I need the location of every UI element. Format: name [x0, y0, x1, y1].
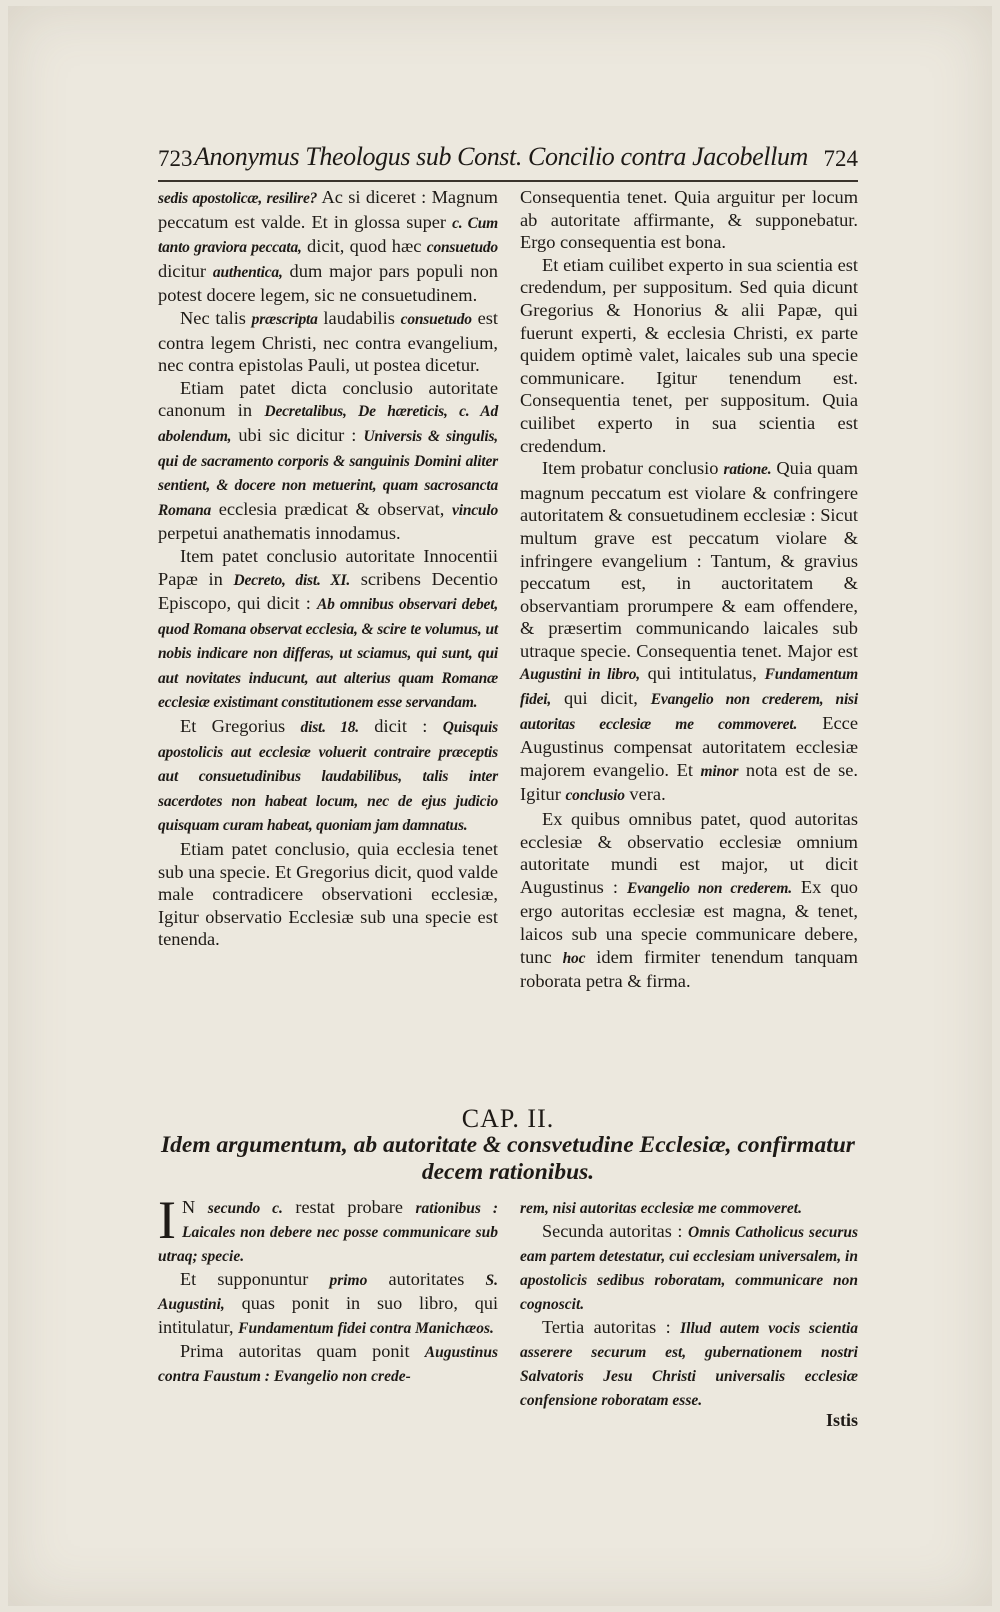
paragraph-text: rem, nisi autoritas ecclesiæ me commoveret. [520, 1200, 802, 1217]
running-header [158, 142, 858, 180]
paragraph-text: Etiam patet conclusio, quia ecclesia tenet sub una specie. Et Gregorius dicit, quod valde male contradicere observationi ecclesiæ, Igitur observatio Ecclesiæ sub una specie est tenenda. [158, 839, 498, 950]
paragraph [520, 1316, 858, 1412]
header-rule [158, 180, 858, 182]
page-number-left: 723 [158, 146, 193, 171]
paragraph-text: Item patet conclusio autoritate Innocentii Papæ in Decreto, dist. XI. scribens Decentio Episcopo, qui dicit : Ab omnibus observari debet, quod Romana observat ecclesia, & scire te volumus, ut nobis indicare non differas, ut sciamus, qui sunt, qui aut novitates inducunt, aut alterius quam Romanæ ecclesiæ existimant constitutionem esse servandam. [158, 545, 498, 712]
paragraph [520, 1196, 858, 1220]
paragraph-text: Secunda autoritas : Omnis Catholicus securus eam partem detestatur, cui ecclesiam universalem, in apostolicis sedibus roboratam, communicare non cognoscit. [520, 1221, 859, 1313]
paragraph-text: Prima autoritas quam ponit Augustinus contra Faustum : Evangelio non crede- [158, 1341, 498, 1385]
paragraph [158, 1268, 498, 1340]
left-column [158, 186, 498, 951]
paragraph [158, 1340, 498, 1388]
paragraph-text: sedis apostolicæ, resilire? Ac si diceret : Magnum peccatum est valde. Et in glossa super c. Cum tanto graviora peccata, dicit, quod hæc consuetudo dicitur authentica, dum major pars populi non potest docere legem, sic ne consuetudinem. [158, 187, 499, 306]
book-page [8, 6, 992, 1606]
paragraph-text: Et etiam cuilibet experto in sua scientia est credendum, per suppositum. Sed quia dicunt Gregorius & Honorius & alii Papæ, qui fuerunt experti, & ecclesia Christi, ex parte quidem optimè valet, laicales sub una specie communicare. Igitur tenendum est. Consequentia tenet, per suppositum. Quia cuilibet experto in sua scientia est credendum. [520, 254, 858, 456]
paragraph [520, 808, 858, 993]
paragraph [158, 377, 498, 545]
paragraph-text: N secundo c. restat probare rationibus : Laicales non debere nec posse communicare sub utraq; specie. [158, 1197, 499, 1265]
chapter-subtitle: Idem argumentum, ab autoritate & consvetudine Ecclesiæ, confirmatur decem rationibus. [161, 1132, 855, 1185]
paragraph [158, 1190, 499, 1268]
paragraph-text: Nec talis præscripta laudabilis consuetudo est contra legem Christi, nec contra evangelium, nec contra epistolas Pauli, ut postea dicetur. [158, 307, 498, 376]
catchword: Istis [825, 1410, 858, 1430]
paragraph-text: Tertia autoritas : Illud autem vocis scientia asserere securum est, gubernationem nostri Salvatoris Jesu Christi universalis ecclesiæ confensione roboratam esse. [520, 1317, 858, 1409]
paragraph [158, 307, 498, 377]
paragraph [158, 838, 498, 951]
paragraph-text: Etiam patet dicta conclusio autoritate canonum in Decretalibus, De hæreticis, c. Ad abolendum, ubi sic dicitur : Universis & singulis, qui de sacramento corporis & sanguinis Domini aliter sentient, & docere non metuerint, quam sacrosancta Romana ecclesia prædicat & observat, vinculo perpetui anathematis innodamus. [158, 377, 498, 544]
chapter-right-column [520, 1196, 858, 1412]
paragraph-text: Ex quibus omnibus patet, quod autoritas ecclesiæ & observatio ecclesiæ omnium autoritate mundi est major, ut dicit Augustinus : Evangelio non crederem. Ex quo ergo autoritas ecclesiæ est magna, & tenet, laicos sub una specie communicare debere, tunc hoc idem firmiter tenendum tanquam roborata petra & firma. [520, 809, 858, 992]
chapter-heading: CAP. II. [461, 1104, 555, 1133]
paragraph-text: Item probatur conclusio ratione. Quia quam magnum peccatum est violare & confringere autoritatem & consuetudinem ecclesiæ : Sicut multum grave est peccatum violare & infringere evangelium : Tantum, & gravius peccatum est, in auctoritatem & observantiam prorumpere & eam offendere, & præsertim communicando laicales sub utraque specie. Consequentia tenet. Major est Augustini in libro, qui intitulatus, Fundamentum fidei, qui dicit, Evangelio non crederem, nisi autoritas ecclesiæ me commoveret. Ecce Augustinus compensat autoritatem ecclesiæ majorem evangelio. Et minor nota est de se. Igitur conclusio vera. [520, 458, 859, 805]
paragraph-text: Consequentia tenet. Quia arguitur per locum ab autoritate affirmante, & supponebatur. Ergo consequentia est bona. [520, 187, 858, 253]
paragraph [520, 254, 858, 457]
paragraph [520, 457, 858, 808]
right-column [520, 186, 858, 993]
paragraph [158, 186, 498, 307]
running-title: Anonymus Theologus sub Const. Concilio contra Jacobellum [194, 142, 808, 171]
paragraph [520, 186, 858, 254]
paragraph [158, 715, 498, 838]
paragraph [158, 545, 498, 715]
paragraph [520, 1220, 858, 1316]
paragraph-text: Et supponuntur primo autoritates S. Augustini, quas ponit in suo libro, qui intitulatur, Fundamentum fidei contra Manichæos. [158, 1269, 498, 1337]
drop-cap: I [158, 1190, 176, 1250]
chapter-left-column [158, 1190, 499, 1388]
paragraph-text: Et Gregorius dist. 18. dicit : Quisquis apostolicis aut ecclesiæ voluerit contraire præceptis aut consuetudinibus laudabilibus, talis inter sacerdotes non habeat locum, nec de ejus judicio quisquam curam habeat, quoniam jam damnatus. [158, 716, 498, 835]
page-number-right: 724 [823, 146, 858, 171]
